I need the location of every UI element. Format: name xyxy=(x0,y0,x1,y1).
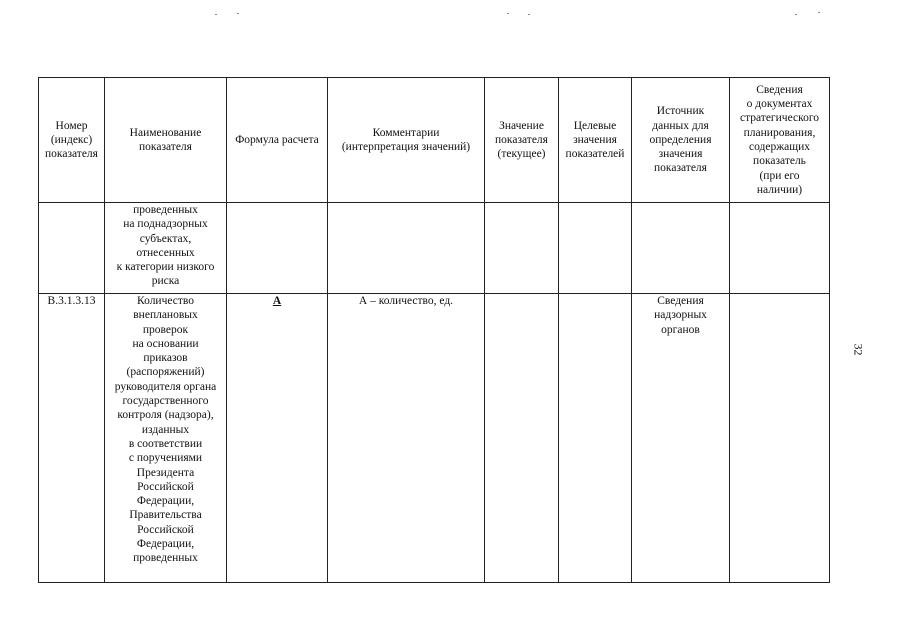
cell-data-source: Сведения надзорных органов xyxy=(632,294,730,583)
table-row xyxy=(39,203,830,294)
scan-speck xyxy=(528,14,530,15)
cell-name: проведенных на поднадзорных субъектах, отнесенных к категории низкого риска xyxy=(105,203,227,294)
cell-target-values xyxy=(559,294,632,583)
header-comment: Комментарии (интерпретация значений) xyxy=(328,78,485,203)
table-header-row xyxy=(39,78,830,203)
page-number: 32 xyxy=(851,343,866,356)
cell-index xyxy=(39,203,105,294)
cell-planning-documents xyxy=(730,203,830,294)
cell-index: В.3.1.3.13 xyxy=(39,294,105,583)
indicators-table xyxy=(38,77,830,583)
header-data-source: Источник данных для определения значения показателя xyxy=(632,78,730,203)
scan-speck xyxy=(215,14,217,15)
header-current-value: Значение показателя (текущее) xyxy=(485,78,559,203)
cell-comment xyxy=(328,203,485,294)
scan-speck xyxy=(818,12,820,13)
cell-comment: А – количество, ед. xyxy=(328,294,485,583)
scan-speck xyxy=(795,14,797,15)
header-index: Номер (индекс) показателя xyxy=(39,78,105,203)
table-row xyxy=(39,294,830,583)
cell-current-value xyxy=(485,294,559,583)
cell-planning-documents xyxy=(730,294,830,583)
header-target-values: Целевые значения показателей xyxy=(559,78,632,203)
formula-value: А xyxy=(272,295,282,307)
cell-name: Количество внеплановых проверок на основании приказов (распоряжений) руководителя органа государственного контроля (надзора), изданных в соответствии с поручениями Президента Российской Федерации, Правительства Российской Федерации, проведенных xyxy=(105,294,227,583)
header-formula: Формула расчета xyxy=(227,78,328,203)
cell-formula xyxy=(227,203,328,294)
header-name: Наименование показателя xyxy=(105,78,227,203)
cell-current-value xyxy=(485,203,559,294)
scan-speck xyxy=(507,13,509,14)
cell-formula xyxy=(227,294,328,583)
header-planning-documents: Сведения о документах стратегического планирования, содержащих показатель (при его наличии) xyxy=(730,78,830,203)
cell-data-source xyxy=(632,203,730,294)
cell-target-values xyxy=(559,203,632,294)
scan-speck xyxy=(237,13,239,14)
